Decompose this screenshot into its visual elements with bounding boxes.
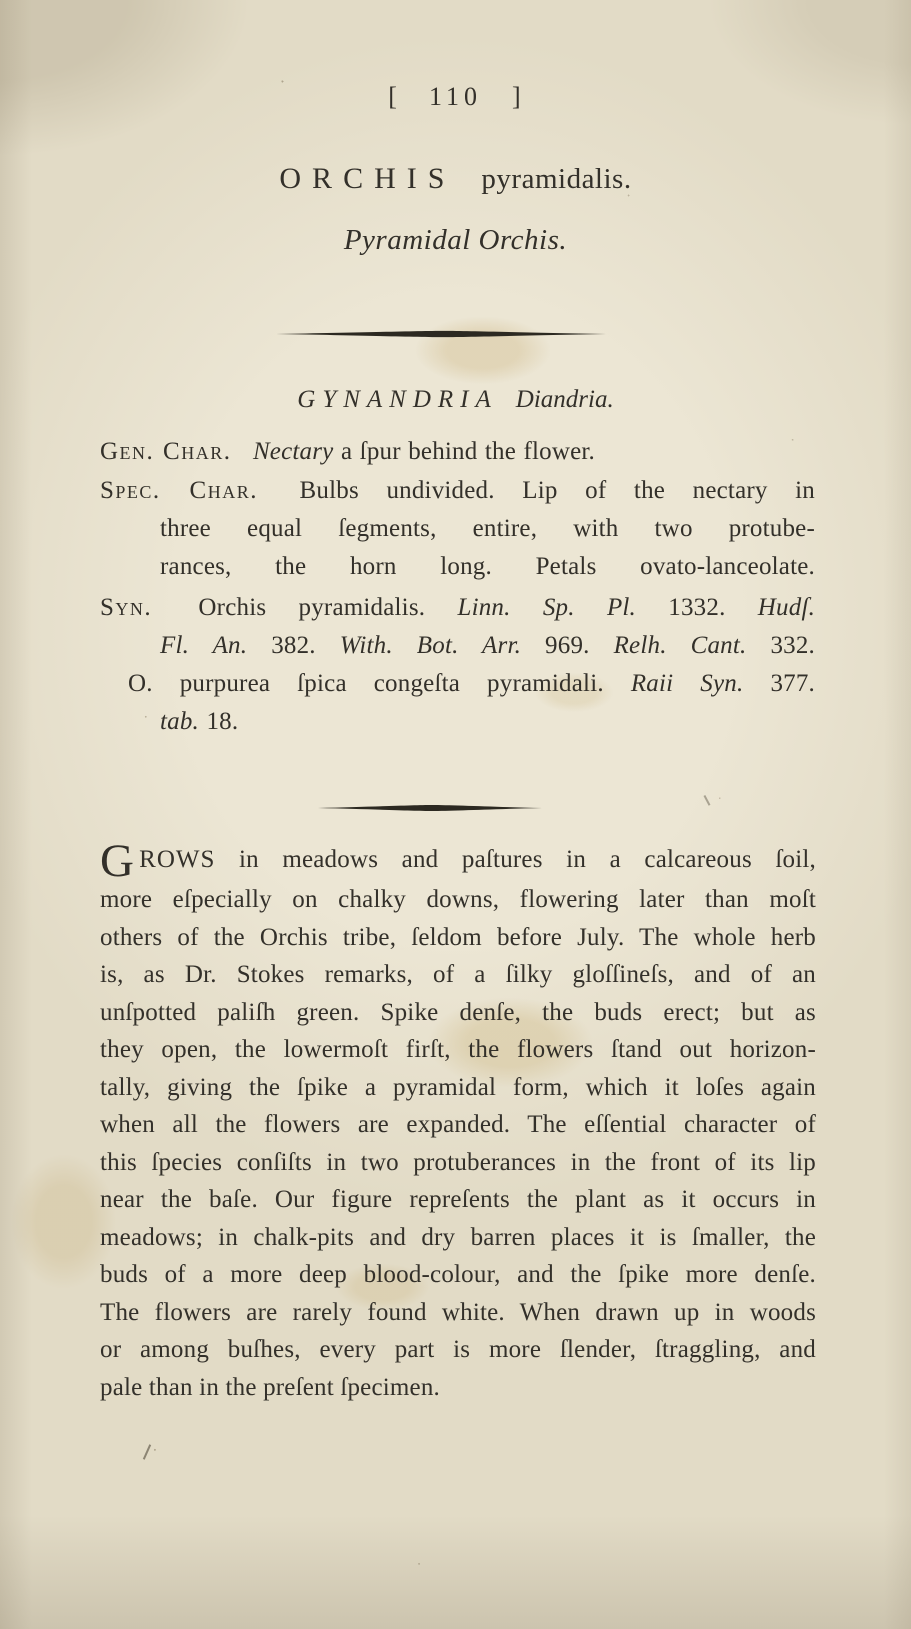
folio-number: 110 [428,82,483,111]
species-epithet: pyramidalis. [481,163,632,195]
syn-ref-ray: Raii Syn. [630,670,744,697]
syn-ref-linn: Linn. Sp. Pl. [457,594,637,621]
syn-ref-relhan-page: 332. [770,632,816,659]
body-line-2: more eſpecially on chalky downs, flowering later than moſt [100,886,816,913]
body-line-8: when all the flowers are expanded. The eſſential character of [100,1111,816,1138]
spec-char-label: Spec. Char. [100,477,258,504]
body-line-1-rest: in meadows and paſtures in a calcareous ſoil, [238,846,817,873]
syn-ref-fl-an: Fl. An. [160,632,248,659]
body-line-3: others of the Orchis tribe, ſeldom before July. The whole herb [100,923,816,951]
syn-ref-linn-page: 1332. [668,594,726,621]
generic-character-line [100,438,815,466]
common-name: Pyramidal Orchis. [343,224,568,256]
body-line-11: meadows; in chalk-pits and dry barren places it is ſmaller, the [100,1223,816,1251]
syn-ref-withering-page: 969. [545,632,590,659]
body-line-5: unſpotted paliſh green. Spike denſe, the buds erect; but as [100,998,816,1026]
drop-cap: G [100,835,135,887]
page-number [0,82,911,112]
gen-char-label: Gen. Char. [100,438,232,465]
gen-char-text: a ſpur behind the flower. [340,438,596,465]
body-line-7: tally, giving the ſpike a pyramidal form, which it loſes again [100,1073,816,1101]
syn-ref-relhan: Relh. Cant. [613,632,747,659]
body-line-4: is, as Dr. Stokes remarks, of a ſilky gloſſineſs, and of an [100,961,816,988]
body-line-12: buds of a more deep blood-colour, and the ſpike more denſe. [100,1261,816,1288]
body-line-14: or among buſhes, every part is more ſlender, ſtraggling, and [100,1336,816,1363]
first-word-caps: ROWS [139,846,216,873]
gen-char-term: Nectary [252,438,334,465]
linnaean-order: Diandria. [515,386,614,413]
swelled-rule-middle [318,804,542,812]
body-line-9: this ſpecies conſiſts in two protuberances in the front of its lip [100,1148,816,1176]
specific-character-line-3: rances, the horn long. Petals ovato-lanceolate. [160,553,815,580]
syn-name: Orchis pyramidalis. [198,594,426,621]
syn-ref-fl-an-page: 382. [271,632,316,659]
pen-mark [143,1444,151,1459]
swelled-rule-top [276,330,606,338]
classification-line [0,386,911,414]
syn-ref-hudson: Hudſ. [757,594,816,621]
syn-tab-number: 18. [206,708,239,735]
body-line-6: they open, the lowermoſt firſt, the flowers ſtand out horizon- [100,1036,816,1063]
syn-tab-label: tab. [160,708,199,735]
specific-character-line-2: three equal ſegments, entire, with two protube- [160,515,815,542]
syn-ray-name: O. purpurea ſpica congeſta pyramidali. [128,670,604,697]
description-paragraph [100,835,817,1406]
spec-char-text-1: Bulbs undivided. Lip of the nectary in [299,477,816,504]
synonym-line-3 [100,670,815,698]
body-line-13: The flowers are rarely found white. When drawn up in woods [100,1298,816,1326]
body-line-1-text [139,841,816,879]
linnaean-class: GYNANDRIA [297,386,498,413]
body-line-15: pale than in the preſent ſpecimen. [100,1373,441,1401]
pen-mark [704,795,710,805]
synonym-line-2 [100,632,815,660]
species-heading [0,162,911,196]
body-line-10: near the baſe. Our figure repreſents the plant as it occurs in [100,1186,816,1213]
syn-ref-ray-page: 377. [770,670,816,697]
genus-name: ORCHIS [279,162,456,195]
body-line-1 [100,835,817,887]
synonym-line-1 [100,594,815,622]
folio-close-bracket: ] [512,82,523,111]
specific-character-line-1 [100,477,815,505]
folio-open-bracket: [ [388,82,399,111]
syn-label: Syn. [100,594,153,621]
synonym-line-4 [100,708,815,736]
syn-ref-withering: With. Bot. Arr. [339,632,522,659]
